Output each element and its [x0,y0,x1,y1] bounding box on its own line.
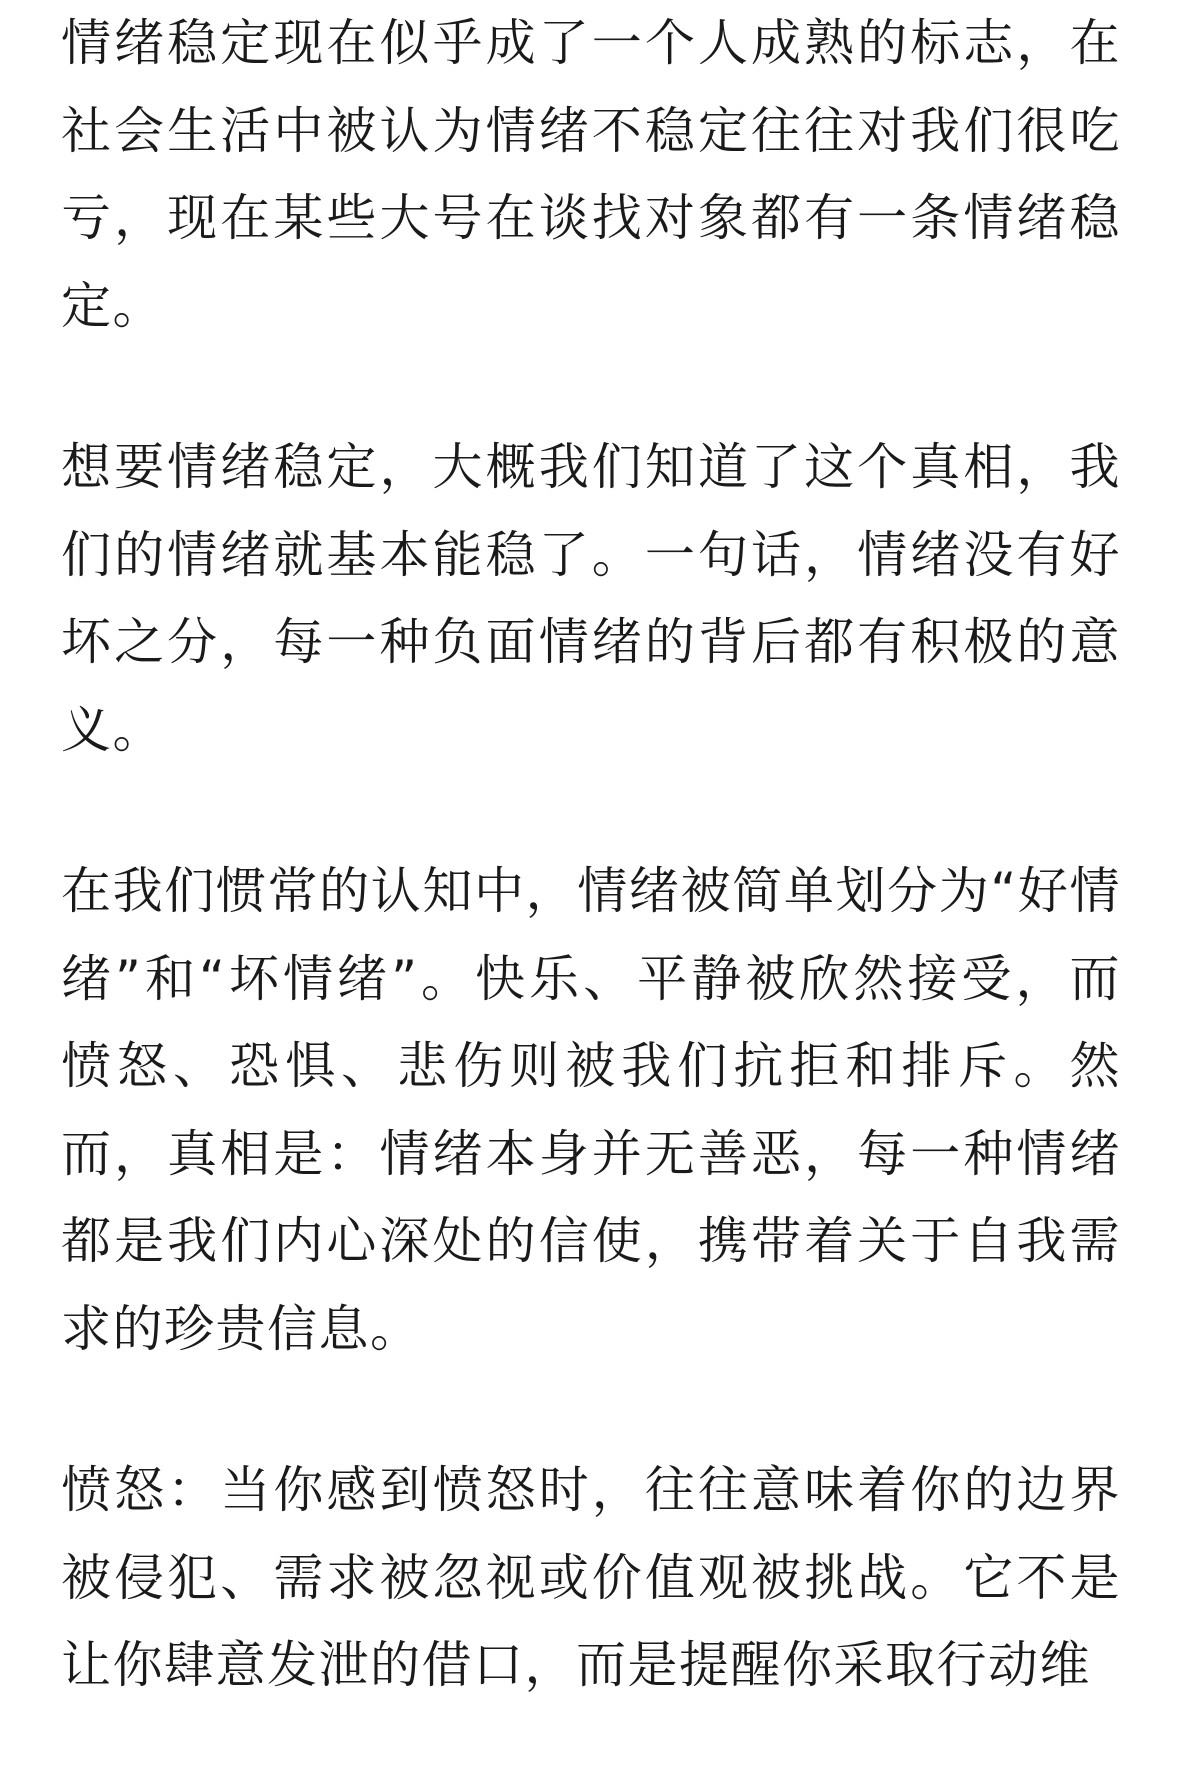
article-body [61,0,1121,1784]
paragraph-truth: 想要情绪稳定，大概我们知道了这个真相，我们的情绪就基本能稳了。一句话，情绪没有好坏之分，每一种负面情绪的背后都有积极的意义。 [61,438,1121,759]
paragraph-good-bad-emotions: 在我们惯常的认知中，情绪被简单划分为“好情绪”和“坏情绪”。快乐、平静被欣然接受，而愤怒、恐惧、悲伤则被我们抗拒和排斥。然而，真相是：情绪本身并无善恶，每一种情绪都是我们内心深处的信使，携带着关于自我需求的珍贵信息。 [61,862,1121,1358]
paragraph-emotional-stability: 情绪稳定现在似乎成了一个人成熟的标志，在社会生活中被认为情绪不稳定往往对我们很吃亏，现在某些大号在谈找对象都有一条情绪稳定。 [61,14,1121,335]
paragraph-anger: 愤怒：当你感到愤怒时，往往意味着你的边界被侵犯、需求被忽视或价值观被挑战。它不是让你肆意发泄的借口，而是提醒你采取行动维 [61,1461,1121,1694]
